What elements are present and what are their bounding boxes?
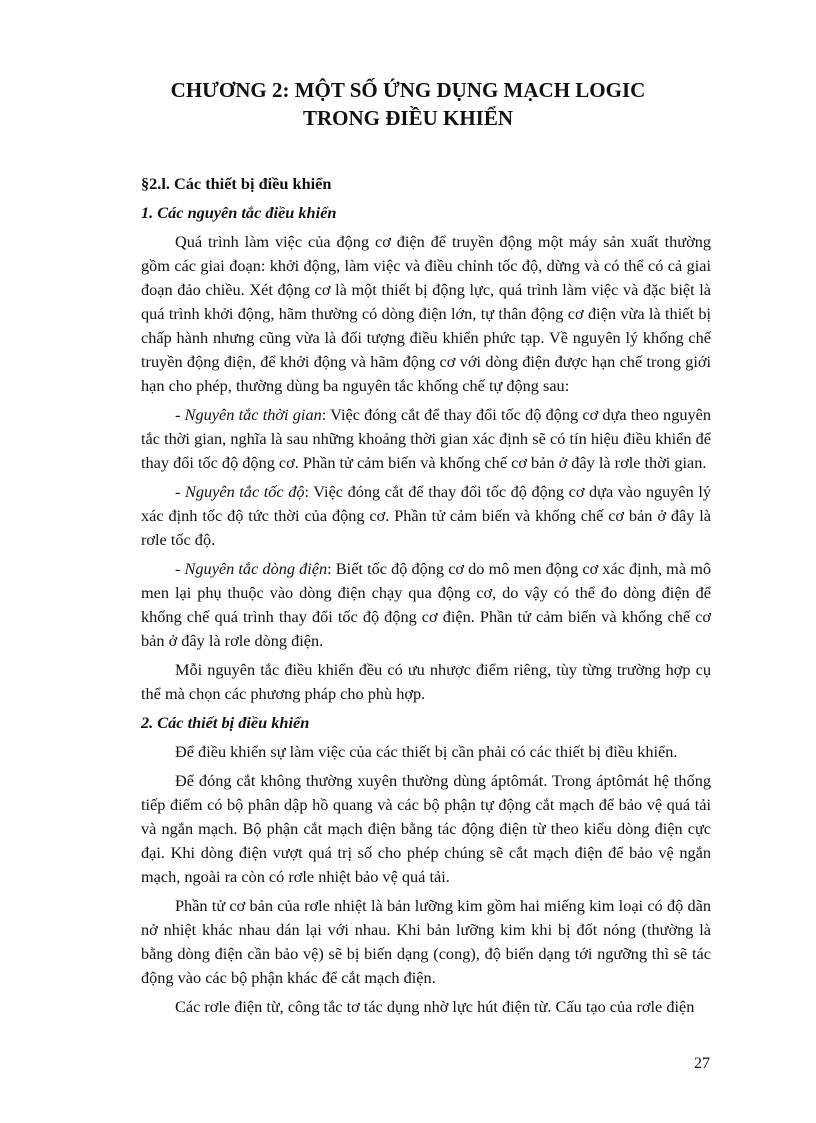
principle-current-term: - Nguyên tắc dòng điện: [175, 559, 328, 578]
principle-time: [141, 403, 711, 475]
page-number: 27: [694, 1055, 710, 1072]
page-body: [141, 172, 711, 1019]
chapter-title-line-2: TRONG ĐIỀU KHIỂN: [302, 106, 514, 130]
principle-speed: [141, 480, 711, 552]
chapter-title-line-1: CHƯƠNG 2: MỘT SỐ ỨNG DỤNG MẠCH LOGIC: [170, 78, 646, 102]
principle-time-text: : Việc đóng cắt để thay đổi tốc độ động cơ dựa theo nguyên tắc thời gian, nghĩa là sau những khoảng thời gian xác định sẽ có tín hiệu điều khiển để thay đổi tốc độ động cơ. Phần tử cảm biến và khống chế cơ bản ở đây là rơle thời gian.: [141, 405, 711, 472]
principle-speed-term: - Nguyên tắc tốc độ: [175, 482, 305, 501]
intro-paragraph: Quá trình làm việc của động cơ điện để truyền động một máy sản xuất thường gồm các giai đoạn: khởi động, làm việc và điều chỉnh tốc độ, dừng và có thể có cả giai đoạn đảo chiều. Xét động cơ là một thiết bị động lực, quá trình làm việc và đặc biệt là quá trình khởi động, hãm thường có dòng điện lớn, tự thân động cơ điện vừa là thiết bị chấp hành nhưng cũng vừa là đối tượng điều khiển phức tạp. Về nguyên lý khống chế truyền động điện, để khởi động và hãm động cơ với dòng điện được hạn chế trong giới hạn cho phép, thường dùng ba nguyên tắc khống chế tự động sau:: [141, 232, 711, 395]
thermal-relay-paragraph: Phần tử cơ bản của rơle nhiệt là bản lưỡng kim gồm hai miếng kim loại có độ dãn nở nhiệt khác nhau dán lại với nhau. Khi bản lưỡng kim khi bị đốt nóng (thường là bằng dòng điện cần bảo vệ) sẽ bị biến dạng (cong), độ biến dạng tới ngưỡng thì sẽ tác động vào các bộ phận khác để cắt mạch điện.: [141, 896, 711, 987]
section-heading: §2.l. Các thiết bị điều khiển: [141, 174, 332, 193]
circuit-breaker-paragraph: Để đóng cắt không thường xuyên thường dùng áptômát. Trong áptômát hệ thống tiếp điểm có bộ phân dập hồ quang và các bộ phận tự động cắt mạch để bảo vệ quá tải và ngắn mạch. Bộ phận cắt mạch điện bằng tác động điện từ theo kiểu dòng điện cực đại. Khi dòng điện vượt quá trị số cho phép chúng sẽ cắt mạch điện để bảo vệ ngắn mạch, ngoài ra còn có rơle nhiệt bảo vệ quá tải.: [141, 771, 711, 886]
subsection-1-heading: 1. Các nguyên tắc điều khiển: [141, 203, 337, 222]
principle-current: [141, 557, 711, 653]
control-devices-paragraph: Để điều khiển sự làm việc của các thiết bị cần phải có các thiết bị điều khiển.: [175, 742, 678, 761]
subsection-2-heading: 2. Các thiết bị điều khiển: [141, 713, 310, 732]
conclusion-paragraph: Mỗi nguyên tắc điều khiển đều có ưu nhược điểm riêng, tùy từng trường hợp cụ thể mà chọn các phương pháp cho phù hợp.: [141, 660, 711, 703]
principle-time-term: - Nguyên tắc thời gian: [175, 405, 322, 424]
principle-current-text: : Biết tốc độ động cơ do mô men động cơ xác định, mà mô men lại phụ thuộc vào dòng điện chạy qua động cơ, do vậy có thể đo dòng điện để khống chế quá trình thay đổi tốc độ động cơ điện. Phần tử cảm biến và khống chế cơ bản ở đây là rơle dòng điện.: [141, 559, 712, 650]
principle-speed-text: : Việc đóng cắt để thay đổi tốc độ động cơ dựa vào nguyên lý xác định tốc độ tức thời của động cơ. Phần tử cảm biến và khống chế cơ bản ở đây là rơle tốc độ.: [141, 482, 711, 549]
electromagnetic-relay-paragraph: Các rơle điện từ, công tắc tơ tác dụng nhờ lực hút điện từ. Cấu tạo của rơle điện: [175, 997, 695, 1016]
chapter-title: [140, 76, 676, 132]
